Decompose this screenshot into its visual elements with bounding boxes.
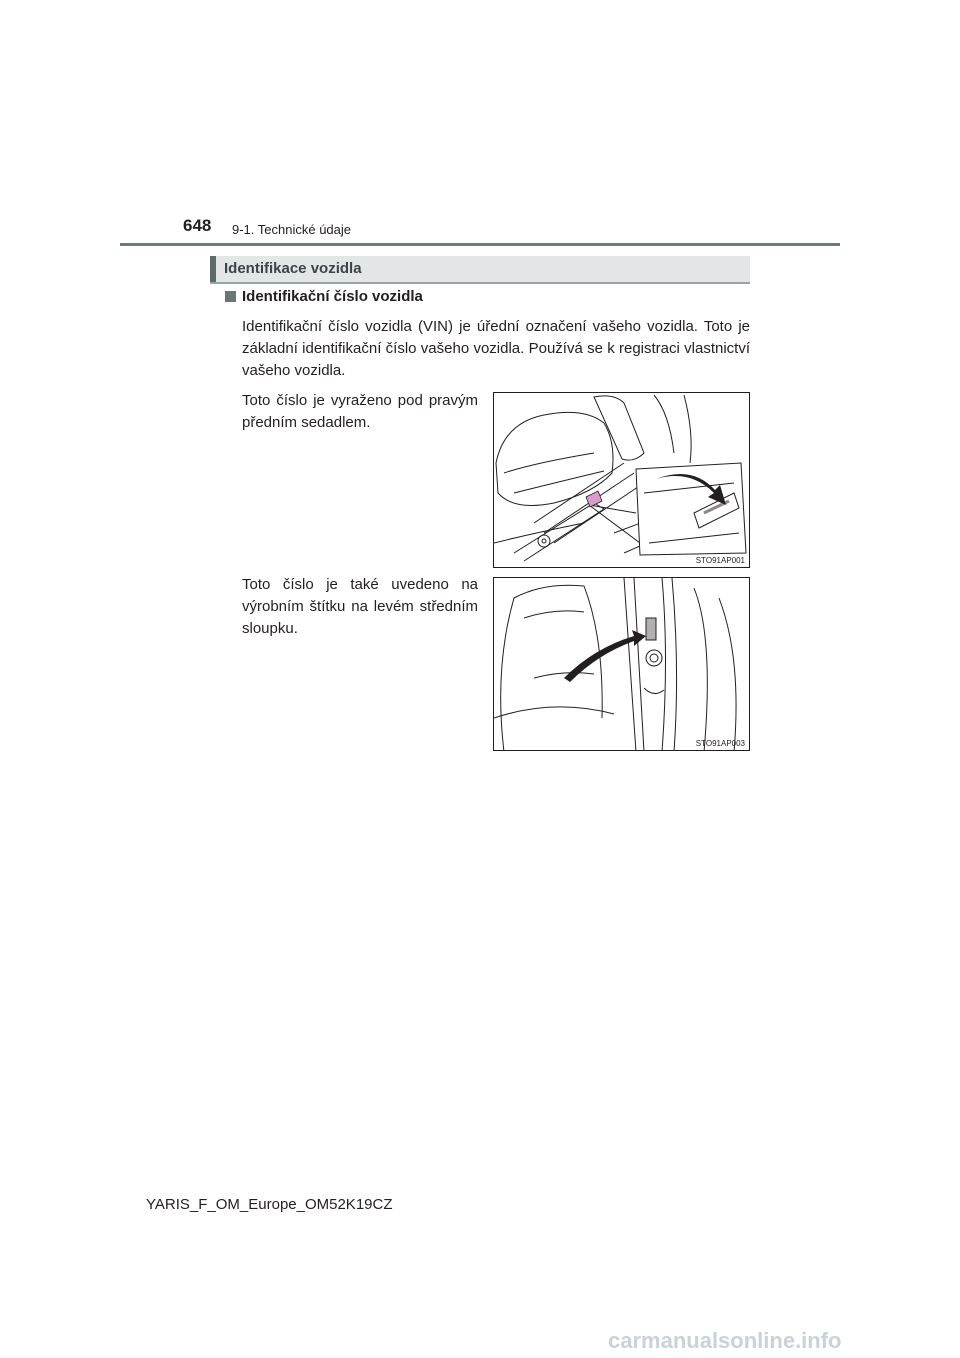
figure-2-code: STO91AP003	[695, 739, 745, 748]
watermark: carmanualsonline.info	[608, 1328, 842, 1353]
section-heading: Identifikace vozidla	[224, 260, 362, 277]
figure-1-code: STO91AP001	[695, 556, 745, 565]
figure-2-caption: Toto číslo je také uvedeno na výrobním štítku na levém středním sloupku.	[242, 576, 478, 637]
section-heading-bar	[210, 256, 750, 284]
figure-seat-vin	[493, 392, 750, 568]
header-rule	[120, 243, 840, 246]
figure-pillar-plate	[493, 577, 750, 751]
intro-paragraph: Identifikační číslo vozidla (VIN) je úřední označení vašeho vozidla. Toto je základní identifikační číslo vašeho vozidla. Používá se k registraci vlastnictví vašeho vozidla.	[242, 318, 750, 379]
footer-document-id: YARIS_F_OM_Europe_OM52K19CZ	[146, 1196, 393, 1213]
subsection-title: Identifikační číslo vozidla	[242, 288, 423, 305]
figure-1-caption: Toto číslo je vyraženo pod pravým předním sedadlem.	[242, 392, 478, 431]
heading-accent	[210, 256, 216, 282]
section-reference: 9-1. Technické údaje	[232, 222, 352, 237]
page-number: 648	[183, 216, 212, 235]
pillar-illustration	[494, 578, 750, 751]
bullet-square-icon	[225, 291, 236, 302]
seat-illustration	[494, 393, 750, 568]
